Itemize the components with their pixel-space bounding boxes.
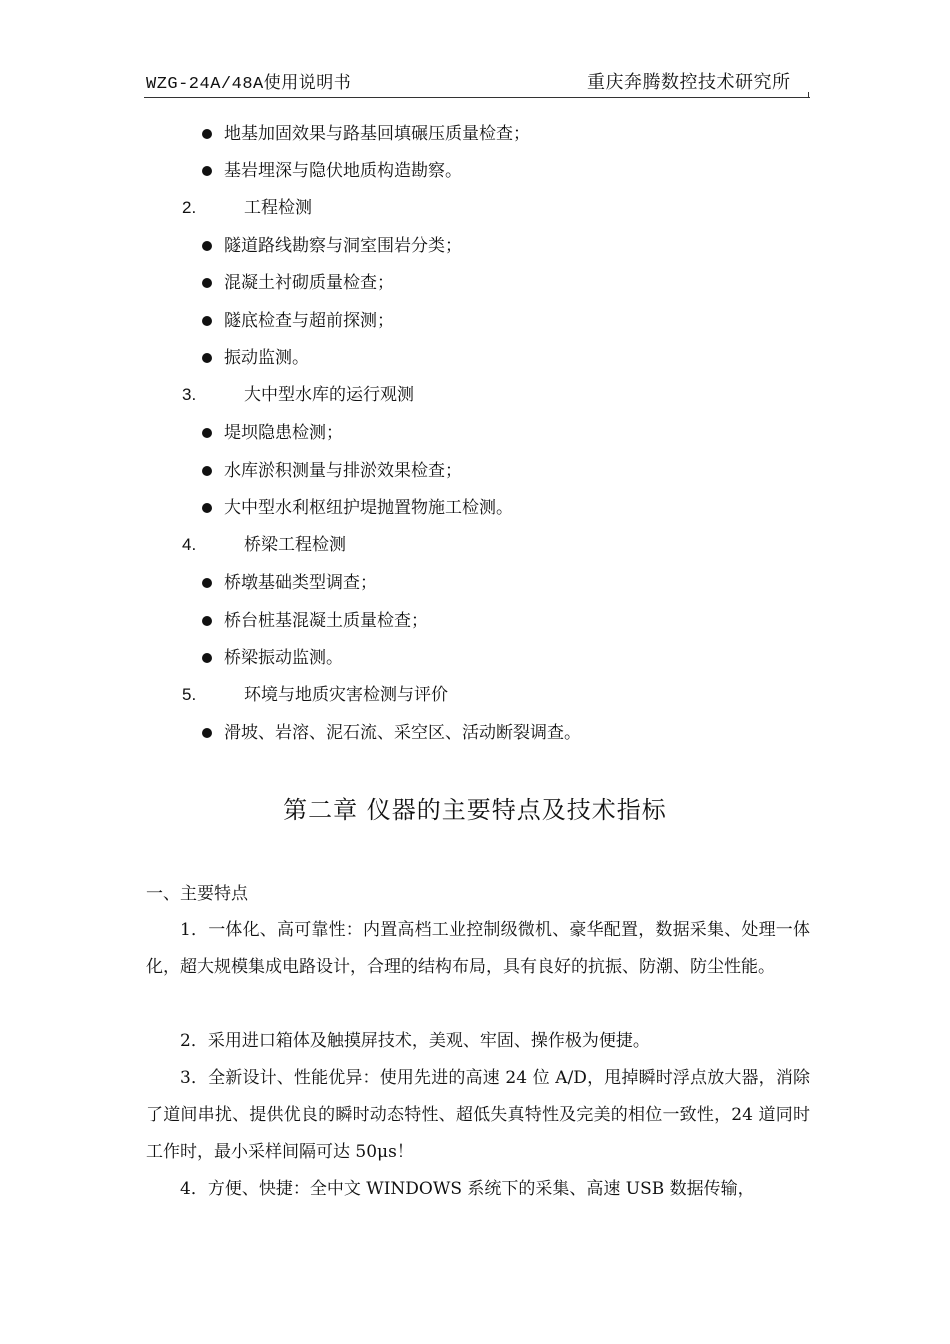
subsection-heading: 一、主要特点 [146,884,248,904]
list-item: 大中型水利枢纽护堤抛置物施工检测。 [224,498,513,518]
section-title: 大中型水库的运行观测 [244,385,414,405]
list-item: 桥梁振动监测。 [224,648,343,668]
section-number: 4. [182,535,197,554]
section-title: 工程检测 [244,198,312,218]
list-item: 桥墩基础类型调查； [224,573,377,593]
header-rule-end [808,92,809,98]
list-item: 基岩埋深与隐伏地质构造勘察。 [224,161,462,181]
bullet-icon [202,728,212,738]
list-item: 地基加固效果与路基回填碾压质量检查； [224,124,530,144]
list-item: 振动监测。 [224,348,309,368]
section-title: 桥梁工程检测 [244,535,346,555]
bullet-icon [202,653,212,663]
bullet-icon [202,616,212,626]
section-number: 3. [182,385,197,404]
bullet-icon [202,241,212,251]
header-left-text: WZG-24A/48A使用说明书 [146,75,352,94]
header-rule [144,97,810,98]
paragraph: 1．一体化、高可靠性：内置高档工业控制级微机、豪华配置，数据采集、处理一体化，超大规模集成电路设计，合理的结构布局，具有良好的抗振、防潮、防尘性能。 [146,920,810,977]
bullet-icon [202,278,212,288]
list-item: 隧道路线勘察与洞室围岩分类； [224,236,462,256]
bullet-icon [202,503,212,513]
bullet-icon [202,166,212,176]
bullet-icon [202,353,212,363]
list-item: 混凝土衬砌质量检查； [224,273,394,293]
section-title: 环境与地质灾害检测与评价 [244,685,448,705]
list-item: 桥台桩基混凝土质量检查； [224,611,428,631]
list-item: 隧底检查与超前探测； [224,311,394,331]
section-number: 2. [182,198,197,217]
section-number: 5. [182,685,197,704]
list-item: 水库淤积测量与排淤效果检查； [224,461,462,481]
bullet-icon [202,578,212,588]
paragraph: 2．采用进口箱体及触摸屏技术，美观、牢固、操作极为便捷。 [180,1031,650,1051]
bullet-icon [202,129,212,139]
bullet-icon [202,316,212,326]
bullet-icon [202,466,212,476]
paragraph: 4．方便、快捷：全中文 WINDOWS 系统下的采集、高速 USB 数据传输， [180,1179,755,1199]
header-right-text: 重庆奔腾数控技术研究所 [587,72,791,93]
list-item: 堤坝隐患检测； [224,423,343,443]
bullet-icon [202,428,212,438]
chapter-title: 第二章 仪器的主要特点及技术指标 [283,796,667,824]
paragraph: 3．全新设计、性能优异：使用先进的高速 24 位 A/D，甩掉瞬时浮点放大器，消除了道间串扰、提供优良的瞬时动态特性、超低失真特性及完美的相位一致性，24 道同时工作时，最小采样间隔可达 50μs！ [146,1068,810,1162]
list-item: 滑坡、岩溶、泥石流、采空区、活动断裂调查。 [224,723,581,743]
